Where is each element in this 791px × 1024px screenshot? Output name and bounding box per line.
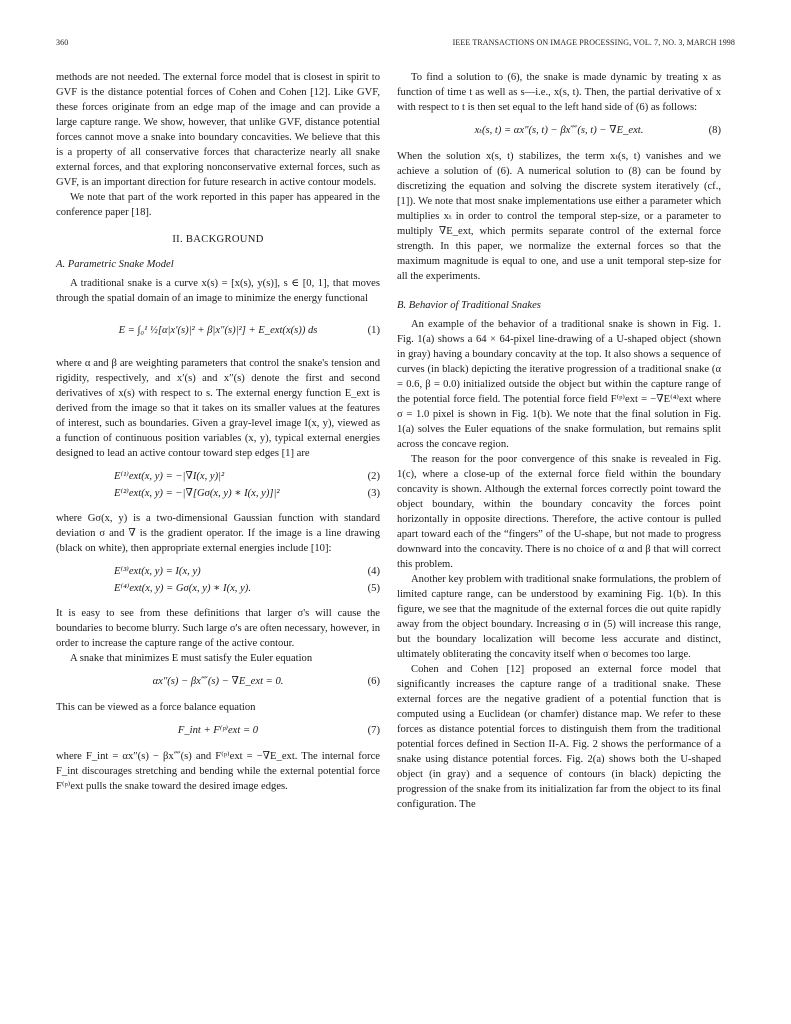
equation-8 xyxy=(397,123,721,141)
paragraph: A snake that minimizes E must satisfy the Euler equation xyxy=(70,653,313,664)
equation-2-3 xyxy=(56,469,380,503)
equation-body: E⁽¹⁾ext(x, y) = −|∇I(x, y)|² xyxy=(114,471,225,482)
paragraph: It is easy to see from these definitions that larger σ's will cause the boundaries to become blurry. Such large σ's are often necessary, however, in order to increase the capture range of the active contour. xyxy=(56,608,380,649)
equation-number: (2) xyxy=(367,471,380,482)
equation-body: E⁽³⁾ext(x, y) = I(x, y) xyxy=(114,566,201,577)
paragraph: methods are not needed. The external force model that is closest in spirit to GVF is the distance potential forces of Cohen and Cohen [12]. Like GVF, these forces originate from an edge map of the image and can provide a large capture range. We show, however, that unlike GVF, distance potential forces cannot move a snake into boundary concavities. We believe that this is a property of all conservative forces that characterize nearly all snake external forces, and that exploring nonconservative external forces, such as GVF, is an important direction for future research in active contour models. xyxy=(56,72,380,188)
equation-6 xyxy=(56,674,380,692)
paragraph: The reason for the poor convergence of this snake is revealed in Fig. 1(c), where a close-up of the external force field within the boundary concavity is shown. Although the external forces correctly point toward the object boundary, within the boundary concavity the forces point horizontally in opposite directions. Therefore, the active contour is pulled apart toward each of the “fingers” of the U-shape, but not made to progress downward into the concavity. There is no choice of α and β that will correct this problem. xyxy=(397,454,721,570)
running-header: IEEE TRANSACTIONS ON IMAGE PROCESSING, VOL. 7, NO. 3, MARCH 1998 xyxy=(452,38,735,47)
paragraph: To find a solution to (6), the snake is made dynamic by treating x as function of time t as well as s—i.e., x(s, t). Then, the partial derivative of x with respect to t is then set equal to the left hand side of (6) as follows: xyxy=(397,72,721,113)
equation-1 xyxy=(56,314,380,348)
paragraph: An example of the behavior of a traditional snake is shown in Fig. 1. Fig. 1(a) shows a 64 × 64-pixel line-drawing of a U-shaped object (shown in gray) having a boundary concavity at the top. It also shows a sequence of curves (in black) depicting the iterative progression of a traditional snake (α = 0.6, β = 0.0) initialized outside the object but within the capture range of the potential force field. The potential force field F⁽ᵖ⁾ext = −∇E⁽⁴⁾ext where σ = 1.0 pixel is shown in Fig. 1(b). We note that the final solution in Fig. 1(a) solves the Euler equations of the snake formulation, but remains split across the concave region. xyxy=(397,319,721,450)
section-heading: II. BACKGROUND xyxy=(172,234,264,245)
equation-number: (5) xyxy=(367,583,380,594)
right-column xyxy=(397,70,721,812)
paragraph: We note that part of the work reported in this paper has appeared in the conference paper [18]. xyxy=(56,192,380,218)
paragraph: This can be viewed as a force balance equation xyxy=(56,702,256,713)
page-number: 360 xyxy=(56,38,69,47)
paragraph: where Gσ(x, y) is a two-dimensional Gaussian function with standard deviation σ and ∇ is the gradient operator. If the image is a line drawing (black on white), then appropriate external energies include [10]: xyxy=(56,513,380,554)
paragraph: A traditional snake is a curve x(s) = [x(s), y(s)], s ∈ [0, 1], that moves through the spatial domain of an image to minimize the energy functional xyxy=(56,278,380,304)
paragraph: Cohen and Cohen [12] proposed an external force model that significantly increases the capture range of a traditional snake. These external forces are the negative gradient of a potential function that is computed using a Euclidean (or chamfer) distance map. We refer to these forces as distance potential forces to distinguish them from the traditional potential forces defined in Section II-A. Fig. 2 shows the performance of a snake using distance potential forces. Fig. 2(a) shows both the U-shaped object (in gray) and a sequence of contours (in black) depicting the progression of the snake from its initialization far from the object to its final configuration. The xyxy=(397,664,721,810)
equation-body: E⁽⁴⁾ext(x, y) = Gσ(x, y) ∗ I(x, y). xyxy=(114,583,251,594)
paragraph: Another key problem with traditional snake formulations, the problem of limited capture range, can be understood by examining Fig. 1(b). In this figure, we see that the magnitude of the external forces die out quite rapidly away from the object boundary. Increasing σ in (5) will increase this range, but the boundary localization will become less accurate and distinct, ultimately obliterating the concavity itself when σ becomes too large. xyxy=(397,574,721,660)
equation-body: F_int + F⁽ᵖ⁾ext = 0 xyxy=(177,725,259,736)
paragraph: where α and β are weighting parameters that control the snake's tension and rigidity, respectively, and x′(s) and x″(s) denote the first and second derivatives of x(s) with respect to s. The external energy function E_ext is derived from the image so that it takes on its smaller values at the features of interest, such as boundaries. Given a gray-level image I(x, y), viewed as a function of continuous position variables (x, y), typical external energies designed to lead an active contour toward step edges [1] are xyxy=(56,358,380,459)
subsection-heading: A. Parametric Snake Model xyxy=(56,259,174,270)
equation-number: (3) xyxy=(367,488,380,499)
paragraph: When the solution x(s, t) stabilizes, the term xₜ(s, t) vanishes and we achieve a solution of (6). A numerical solution to (8) can be found by discretizing the equation and solving the discrete system iteratively (cf., [1]). We note that most snake implementations use either a parameter which multiplies xₜ in order to control the temporal step-size, or a parameter to multiply ∇E_ext, which permits separate control of the external force strength. In this paper, we normalize the external forces so that the maximum magnitude is equal to one, and use a unit temporal step-size for all the experiments. xyxy=(397,151,721,282)
equation-number: (7) xyxy=(367,725,380,736)
paragraph: where F_int = αx″(s) − βx⁗(s) and F⁽ᵖ⁾ext = −∇E_ext. The internal force F_int discourages stretching and bending while the external potential force F⁽ᵖ⁾ext pulls the snake toward the desired image edges. xyxy=(56,751,380,792)
left-column xyxy=(56,70,380,794)
equation-number: (8) xyxy=(708,125,721,136)
equation-body: αx″(s) − βx⁗(s) − ∇E_ext = 0. xyxy=(152,676,284,687)
equation-7 xyxy=(56,723,380,741)
equation-number: (1) xyxy=(367,325,380,336)
equation-body: E⁽²⁾ext(x, y) = −|∇[Gσ(x, y) ∗ I(x, y)]|² xyxy=(114,488,280,499)
equation-body: xₜ(s, t) = αx″(s, t) − βx⁗(s, t) − ∇E_ext. xyxy=(474,125,644,136)
subsection-heading: B. Behavior of Traditional Snakes xyxy=(397,300,541,311)
equation-number: (4) xyxy=(367,566,380,577)
equation-number: (6) xyxy=(367,676,380,687)
equation-body: E = ∫₀¹ ½[α|x′(s)|² + β|x″(s)|²] + E_ext(x(s)) ds xyxy=(118,325,318,336)
equation-4-5 xyxy=(56,564,380,598)
